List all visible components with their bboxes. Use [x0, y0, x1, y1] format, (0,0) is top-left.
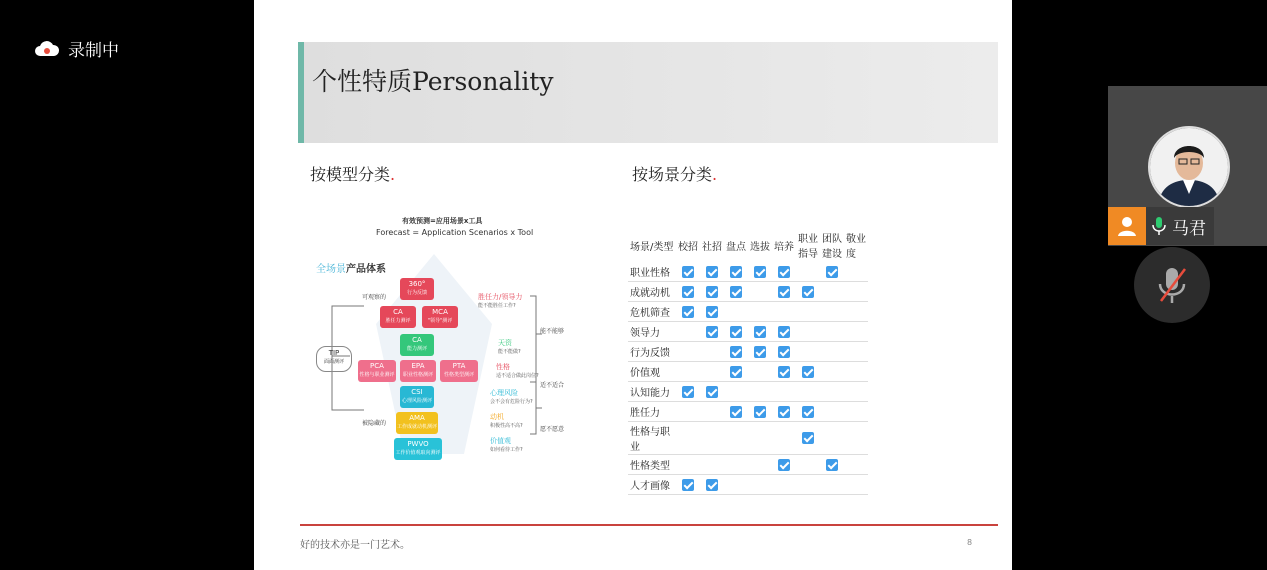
matrix-cell — [844, 362, 868, 382]
check-icon — [682, 386, 694, 398]
matrix-column-header: 校招 — [678, 241, 698, 253]
box-ama: AMA 工作成就动机测评 — [396, 412, 438, 434]
matrix-cell — [700, 362, 724, 382]
box-mca: MCA "领导"测评 — [422, 306, 458, 328]
recording-indicator[interactable] — [34, 36, 119, 61]
matrix-cell — [676, 322, 700, 342]
matrix-cell — [820, 322, 844, 342]
participant-name: 马君 — [1172, 218, 1206, 239]
matrix-cell — [772, 302, 796, 322]
matrix-cell — [844, 455, 868, 475]
box-pta: PTA 性格类型测评 — [440, 360, 478, 382]
matrix-cell — [748, 475, 772, 495]
check-icon — [730, 366, 742, 378]
matrix-cell — [724, 455, 748, 475]
check-icon — [778, 346, 790, 358]
matrix-cell — [772, 422, 796, 455]
matrix-cell — [676, 302, 700, 322]
matrix-cell — [820, 475, 844, 495]
matrix-cell — [724, 322, 748, 342]
check-icon — [682, 286, 694, 298]
check-icon — [778, 366, 790, 378]
check-icon — [778, 406, 790, 418]
matrix-row-label: 性格与职业 — [628, 422, 676, 455]
matrix-cell — [772, 362, 796, 382]
check-icon — [706, 266, 718, 278]
footer-rule — [300, 524, 998, 526]
matrix-cell — [844, 282, 868, 302]
box-360: 360° 行为反馈 — [400, 278, 434, 300]
check-icon — [754, 326, 766, 338]
matrix-row-label: 胜任力 — [628, 402, 676, 422]
check-icon — [778, 286, 790, 298]
matrix-row — [628, 342, 868, 362]
matrix-cell — [676, 282, 700, 302]
box-csi: CSI 心理风险测评 — [400, 386, 434, 408]
check-icon — [706, 326, 718, 338]
matrix-cell — [676, 342, 700, 362]
box-pwvo: PWVO 工作价值观取向测评 — [394, 438, 442, 460]
matrix-cell — [772, 475, 796, 495]
matrix-cell — [676, 402, 700, 422]
matrix-cell — [676, 422, 700, 455]
page-number: 8 — [967, 538, 973, 547]
check-icon — [754, 406, 766, 418]
mic-icon — [1152, 216, 1166, 236]
matrix-cell — [700, 382, 724, 402]
matrix-cell — [748, 382, 772, 402]
matrix-cell — [796, 282, 820, 302]
label-talent: 天资 能不能做? — [498, 339, 521, 355]
matrix-cell — [700, 402, 724, 422]
matrix-corner-header: 场景/类型 — [630, 241, 674, 253]
matrix-cell — [772, 342, 796, 362]
matrix-cell — [820, 422, 844, 455]
matrix-cell — [820, 342, 844, 362]
check-icon — [802, 366, 814, 378]
matrix-row — [628, 362, 868, 382]
check-icon — [682, 266, 694, 278]
matrix-row — [628, 455, 868, 475]
matrix-column-header: 社招 — [702, 241, 722, 253]
check-icon — [730, 326, 742, 338]
matrix-cell — [772, 262, 796, 282]
matrix-cell — [772, 382, 796, 402]
matrix-row — [628, 402, 868, 422]
matrix-cell — [820, 455, 844, 475]
matrix-cell — [844, 402, 868, 422]
model-diagram — [314, 214, 564, 464]
check-icon — [682, 479, 694, 491]
matrix-cell — [820, 282, 844, 302]
matrix-cell — [820, 262, 844, 282]
check-icon — [706, 386, 718, 398]
observable-label: 可观察的 — [362, 294, 387, 301]
matrix-cell — [820, 402, 844, 422]
check-icon — [778, 266, 790, 278]
check-icon — [730, 406, 742, 418]
matrix-cell — [676, 382, 700, 402]
matrix-row — [628, 302, 868, 322]
mute-button[interactable] — [1134, 247, 1210, 323]
matrix-cell — [724, 382, 748, 402]
matrix-cell — [724, 282, 748, 302]
check-icon — [778, 459, 790, 471]
title-bar — [298, 42, 998, 143]
check-icon — [730, 266, 742, 278]
matrix-cell — [724, 262, 748, 282]
check-icon — [706, 479, 718, 491]
matrix-cell — [748, 322, 772, 342]
check-icon — [730, 346, 742, 358]
matrix-cell — [820, 302, 844, 322]
diagram-lines — [314, 214, 564, 464]
matrix-cell — [844, 382, 868, 402]
check-icon — [802, 406, 814, 418]
matrix-cell — [724, 475, 748, 495]
bracket-label-fit: 适不适合 — [540, 382, 565, 389]
check-icon — [826, 459, 838, 471]
check-icon — [754, 346, 766, 358]
cloud-icon — [34, 41, 60, 57]
matrix-cell — [796, 402, 820, 422]
matrix-row — [628, 382, 868, 402]
matrix-cell — [772, 322, 796, 342]
matrix-cell — [796, 382, 820, 402]
check-icon — [706, 306, 718, 318]
matrix-cell — [700, 455, 724, 475]
matrix-row — [628, 422, 868, 455]
matrix-cell — [844, 322, 868, 342]
matrix-header-row — [628, 228, 868, 262]
matrix-cell — [700, 422, 724, 455]
check-icon — [778, 326, 790, 338]
matrix-row-label: 成就动机 — [628, 282, 676, 302]
matrix-row-label: 人才画像 — [628, 475, 676, 495]
bracket-label-can: 能不能够 — [540, 328, 565, 335]
matrix-cell — [796, 455, 820, 475]
matrix-cell — [700, 302, 724, 322]
matrix-cell — [676, 475, 700, 495]
box-ca-ability: CA 能力测评 — [400, 334, 434, 356]
matrix-cell — [796, 302, 820, 322]
label-motivation: 动机 积极性高不高? — [490, 413, 523, 429]
matrix-cell — [700, 322, 724, 342]
matrix-cell — [748, 282, 772, 302]
check-icon — [682, 306, 694, 318]
matrix-cell — [700, 262, 724, 282]
matrix-cell — [724, 402, 748, 422]
matrix-cell — [724, 422, 748, 455]
matrix-cell — [844, 342, 868, 362]
diagram-caption-cn: 有效预测=应用场景x工具 — [402, 217, 483, 225]
shared-slide — [254, 0, 1012, 570]
check-icon — [754, 266, 766, 278]
bracket-label-willing: 愿不愿意 — [540, 426, 565, 433]
matrix-cell — [676, 362, 700, 382]
matrix-row-label: 职业性格 — [628, 262, 676, 282]
matrix-row — [628, 282, 868, 302]
check-icon — [730, 286, 742, 298]
check-icon — [826, 266, 838, 278]
matrix-cell — [772, 455, 796, 475]
matrix-cell — [724, 342, 748, 362]
matrix-row — [628, 322, 868, 342]
matrix-row — [628, 262, 868, 282]
matrix-cell — [796, 262, 820, 282]
matrix-cell — [748, 342, 772, 362]
check-icon — [802, 286, 814, 298]
matrix-cell — [700, 342, 724, 362]
matrix-cell — [748, 302, 772, 322]
matrix-row — [628, 475, 868, 495]
matrix-cell — [772, 282, 796, 302]
footer-text: 好的技术亦是一门艺术。 — [300, 540, 410, 551]
matrix-cell — [844, 302, 868, 322]
check-icon — [802, 432, 814, 444]
matrix-cell — [748, 362, 772, 382]
matrix-cell — [676, 262, 700, 282]
matrix-cell — [796, 362, 820, 382]
matrix-cell — [820, 362, 844, 382]
matrix-cell — [796, 475, 820, 495]
matrix-column-header: 职业指导 — [798, 234, 818, 260]
mic-muted-icon — [1155, 265, 1189, 305]
label-values: 价值观 如何看待工作? — [490, 437, 523, 453]
matrix-row-label: 领导力 — [628, 322, 676, 342]
check-icon — [706, 286, 718, 298]
matrix-cell — [772, 402, 796, 422]
label-personality: 性格 适不适合做此岗位? — [496, 363, 539, 379]
slide-title: 个性特质Personality — [312, 67, 554, 96]
matrix-column-header: 敬业度 — [846, 234, 866, 260]
diagram-caption-en: Forecast = Application Scenarios x Tool — [376, 228, 534, 237]
matrix-cell — [748, 455, 772, 475]
matrix-cell — [796, 422, 820, 455]
matrix-cell — [820, 382, 844, 402]
left-subtitle: 按模型分类. — [310, 165, 396, 184]
box-ca-competency: CA 胜任力测评 — [380, 306, 416, 328]
matrix-row-label: 认知能力 — [628, 382, 676, 402]
matrix-cell — [700, 282, 724, 302]
user-icon — [1108, 207, 1146, 245]
matrix-cell — [724, 362, 748, 382]
right-subtitle: 按场景分类. — [632, 165, 718, 184]
matrix-cell — [796, 342, 820, 362]
label-competency: 胜任力/领导力 能不能胜任工作? — [478, 293, 523, 309]
box-epa: EPA 职业性格测评 — [400, 360, 436, 382]
tip-node: TIP 面面测评 — [316, 346, 352, 372]
matrix-cell — [796, 322, 820, 342]
matrix-column-header: 团队建设 — [822, 234, 842, 260]
matrix-cell — [748, 422, 772, 455]
scenario-matrix — [628, 228, 868, 495]
title-accent — [298, 42, 304, 143]
box-pca: PCA 性格与职业测评 — [358, 360, 396, 382]
matrix-column-header: 盘点 — [726, 241, 746, 253]
matrix-row-label: 行为反馈 — [628, 342, 676, 362]
matrix-cell — [676, 455, 700, 475]
matrix-cell — [844, 422, 868, 455]
matrix-cell — [844, 475, 868, 495]
avatar — [1148, 126, 1230, 208]
product-system-label: 全场景产品体系 — [316, 264, 386, 275]
matrix-cell — [844, 262, 868, 282]
matrix-cell — [748, 262, 772, 282]
matrix-column-header: 选拔 — [750, 241, 770, 253]
matrix-column-header: 培养 — [774, 241, 794, 253]
matrix-cell — [748, 402, 772, 422]
matrix-row-label: 危机筛查 — [628, 302, 676, 322]
matrix-cell — [724, 302, 748, 322]
matrix-row-label: 价值观 — [628, 362, 676, 382]
matrix-row-label: 性格类型 — [628, 455, 676, 475]
matrix-cell — [700, 475, 724, 495]
recording-label: 录制中 — [68, 41, 119, 61]
participant-nameplate — [1108, 207, 1214, 245]
hidden-label: 被隐藏的 — [362, 420, 387, 427]
label-psych-risk: 心理风险 会不会有危险行为? — [490, 389, 533, 405]
